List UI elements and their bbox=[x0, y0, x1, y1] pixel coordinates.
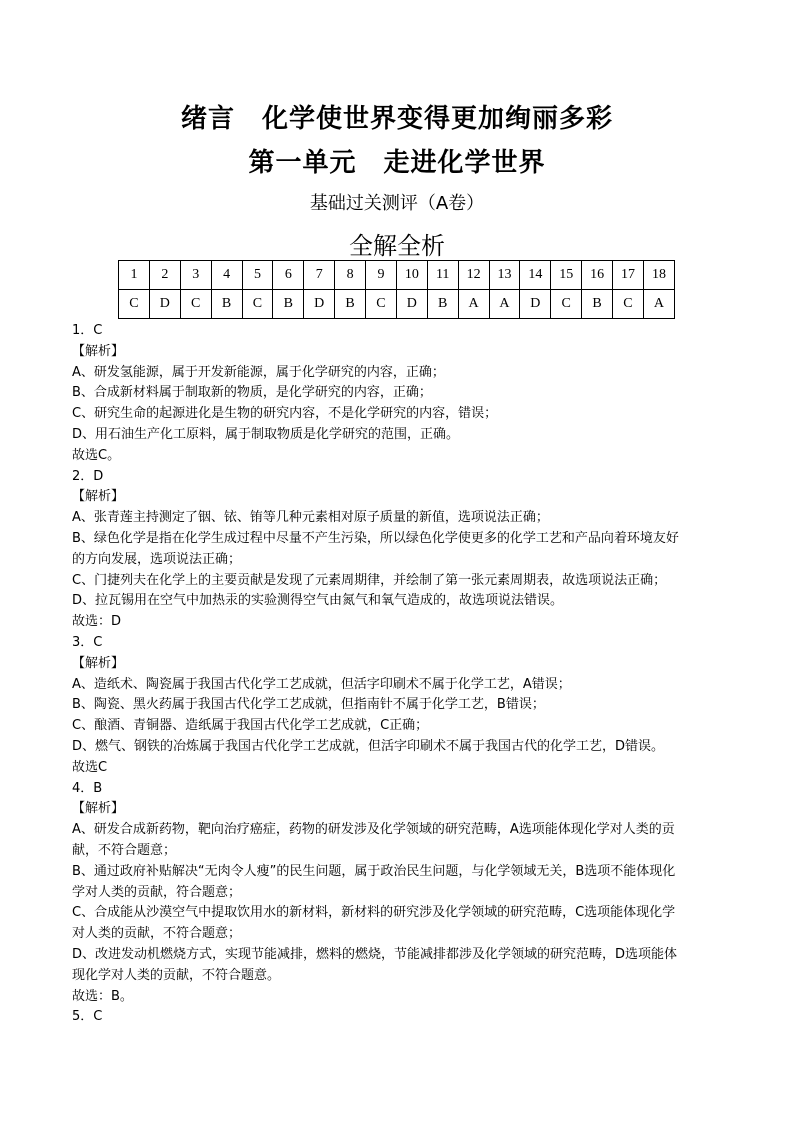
question-number-cell: 14 bbox=[520, 261, 551, 290]
text-line: 的方向发展，选项说法正确； bbox=[72, 551, 242, 567]
unit-title: 第一单元 走进化学世界 bbox=[248, 148, 546, 178]
text-line: 故选：B。 bbox=[72, 988, 133, 1004]
answer-cell: C bbox=[180, 290, 211, 319]
text-line: 故选C bbox=[72, 759, 108, 775]
question-number-cell: 16 bbox=[582, 261, 613, 290]
answer-cell: A bbox=[458, 290, 489, 319]
text-line: A、造纸术、陶瓷属于我国古代化学工艺成就，但活字印刷术不属于化学工艺，A错误； bbox=[72, 676, 571, 692]
question-number-cell: 6 bbox=[273, 261, 304, 290]
question-number-cell: 11 bbox=[427, 261, 458, 290]
text-line: 5．C bbox=[72, 1009, 103, 1025]
answer-cell: C bbox=[242, 290, 273, 319]
answer-cell: C bbox=[551, 290, 582, 319]
question-number-cell: 12 bbox=[458, 261, 489, 290]
text-line: C、研究生命的起源进化是生物的研究内容，不是化学研究的内容，错误； bbox=[72, 406, 498, 422]
text-line: D、燃气、钢铁的冶炼属于我国古代化学工艺成就，但活字印刷术不属于我国古代的化学工艺，D错误。 bbox=[72, 738, 665, 754]
text-line: B、通过政府补贴解决“无肉令人瘦”的民生问题，属于政治民生问题，与化学领域无关，B选项不能体现化 bbox=[72, 863, 676, 879]
answer-cell: B bbox=[335, 290, 366, 319]
text-line: 4．B bbox=[72, 780, 103, 796]
question-number-cell: 1 bbox=[119, 261, 150, 290]
text-line: 【解析】 bbox=[72, 801, 125, 817]
answer-number-row bbox=[119, 261, 675, 290]
text-line: C、门捷列夫在化学上的主要贡献是发现了元素周期律，并绘制了第一张元素周期表，故选项说法正确； bbox=[72, 572, 667, 588]
text-line: C、合成能从沙漠空气中提取饮用水的新材料，新材料的研究涉及化学领域的研究范畴，C选项能体现化学 bbox=[72, 905, 676, 921]
text-line: 故选：D bbox=[72, 614, 122, 630]
text-line: D、拉瓦锡用在空气中加热汞的实验测得空气由氮气和氧气造成的，故选项说法错误。 bbox=[72, 593, 564, 609]
question-number-cell: 4 bbox=[211, 261, 242, 290]
question-number-cell: 17 bbox=[613, 261, 644, 290]
question-number-cell: 15 bbox=[551, 261, 582, 290]
question-number-cell: 2 bbox=[149, 261, 180, 290]
answer-cell: D bbox=[149, 290, 180, 319]
solution-title: 全解全析 bbox=[349, 232, 445, 260]
text-line: 【解析】 bbox=[72, 655, 125, 671]
text-line: A、张青莲主持测定了铟、铱、铕等几种元素相对原子质量的新值，选项说法正确； bbox=[72, 510, 549, 526]
answer-letter-row bbox=[119, 290, 675, 319]
text-line: D、用石油生产化工原料，属于制取物质是化学研究的范围，正确。 bbox=[72, 426, 460, 442]
question-number-cell: 9 bbox=[366, 261, 397, 290]
text-line: B、绿色化学是指在化学生成过程中尽量不产生污染，所以绿色化学使更多的化学工艺和产品向着环境友好 bbox=[72, 530, 679, 546]
answer-cell: B bbox=[273, 290, 304, 319]
text-line: 故选C。 bbox=[72, 447, 121, 463]
answer-cell: A bbox=[643, 290, 674, 319]
answer-cell: B bbox=[211, 290, 242, 319]
text-line: 学对人类的贡献，符合题意； bbox=[72, 884, 242, 900]
answer-cell: D bbox=[396, 290, 427, 319]
text-line: 【解析】 bbox=[72, 489, 125, 505]
question-number-cell: 8 bbox=[335, 261, 366, 290]
answer-cell: C bbox=[366, 290, 397, 319]
text-line: C、酿酒、青铜器、造纸属于我国古代化学工艺成就，C正确； bbox=[72, 718, 429, 734]
question-number-cell: 13 bbox=[489, 261, 520, 290]
text-line: 现化学对人类的贡献，不符合题意。 bbox=[72, 967, 281, 983]
question-number-cell: 7 bbox=[304, 261, 335, 290]
text-line: 对人类的贡献，不符合题意； bbox=[72, 926, 242, 942]
question-number-cell: 3 bbox=[180, 261, 211, 290]
text-line: A、研发氢能源，属于开发新能源，属于化学研究的内容，正确； bbox=[72, 364, 445, 380]
question-number-cell: 5 bbox=[242, 261, 273, 290]
answer-cell: C bbox=[613, 290, 644, 319]
text-line: A、研发合成新药物，靶向治疗癌症，药物的研发涉及化学领域的研究范畴，A选项能体现化学对人类的贡 bbox=[72, 822, 675, 838]
test-title: 基础过关测评（A卷） bbox=[309, 193, 485, 214]
text-line: D、改进发动机燃烧方式，实现节能减排，燃料的燃烧，节能减排都涉及化学领域的研究范畴，D选项能体 bbox=[72, 946, 678, 962]
answer-cell: D bbox=[304, 290, 335, 319]
answer-cell: B bbox=[427, 290, 458, 319]
text-line: 【解析】 bbox=[72, 343, 125, 359]
text-line: 3．C bbox=[72, 634, 103, 650]
answer-cell: A bbox=[489, 290, 520, 319]
text-line: 献，不符合题意； bbox=[72, 842, 177, 858]
answer-cell: B bbox=[582, 290, 613, 319]
text-line: 1．C bbox=[72, 323, 103, 338]
solution-body bbox=[72, 321, 722, 1028]
question-number-cell: 10 bbox=[396, 261, 427, 290]
answer-table bbox=[118, 260, 675, 319]
question-number-cell: 18 bbox=[643, 261, 674, 290]
answer-cell: D bbox=[520, 290, 551, 319]
text-line: 2．D bbox=[72, 468, 104, 484]
main-title: 绪言 化学使世界变得更加绚丽多彩 bbox=[180, 104, 613, 134]
answer-cell: C bbox=[119, 290, 150, 319]
text-line: B、合成新材料属于制取新的物质，是化学研究的内容，正确； bbox=[72, 385, 432, 401]
text-line: B、陶瓷、黑火药属于我国古代化学工艺成就，但指南针不属于化学工艺，B错误； bbox=[72, 697, 545, 713]
